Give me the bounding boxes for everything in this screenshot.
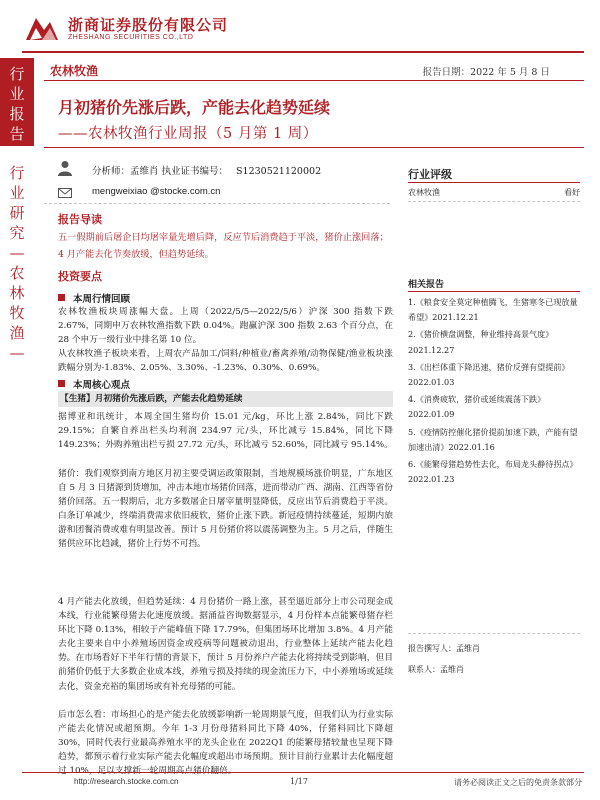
guide-heading: 报告导读: [58, 213, 102, 226]
related-reports-heading: 相关报告: [408, 280, 445, 290]
footer-rule: [22, 772, 584, 773]
core-paragraph-3: 4 月产能去化放缓，但趋势延续：4 月份猪价一路上涨，甚至逼近部分上市公司现金成本线，行业能繁母猪去化速度放缓。据涌益咨询数据显示，4 月份样本点能繁母猪存栏环比下降 0.13%，相较于产能峰值下降 17.79%，但集团场环比增加 3.8%。4 月产能去化主要来自中小养殖场因资金或疫病等问题被动退出，行业整体上延续产能去化趋势。在市场看好下半年行情的背景下，预计 5 月份养户产能去化将持续受到影响，但目前猪价仍低于大多数企业成本线，养殖亏损及持续的现金流压力下，中小养殖场或延续去化，资金充裕的集团场或有补充母猪的可能。: [58, 597, 393, 692]
page-subtitle: ——农林牧渔行业周报（5 月第 1 周）: [58, 126, 318, 142]
weekly-review-paragraph-2: 从农林牧渔子板块来看，上周农产品加工/饲料/种植业/畜禽养殖/动物保健/渔业板块涨跌幅分别为-1.83%、2.05%、3.30%、-1.23%、0.30%、0.69%。: [58, 349, 393, 374]
topic-tag-text: 【生猪】月初猪价先涨后跌，产能去化趋势延续: [60, 394, 243, 404]
sector-rule: [44, 80, 584, 81]
analyst-cert-number: S1230521120002: [236, 166, 322, 177]
title-rule: [44, 147, 584, 148]
weekly-review-heading: 本周行情回顾: [58, 291, 130, 305]
related-report-item[interactable]: 5.《疫情防控催化猪价提前加速下跌，产能有望加速出清》2022.01.16: [408, 426, 578, 452]
analyst-divider: [44, 203, 390, 204]
contact-person: 联系人：孟维肖: [408, 665, 464, 674]
related-rule: [408, 291, 580, 292]
contact-divider: [408, 633, 580, 634]
analyst-label: 分析师：孟维肖 执业证书编号：: [92, 166, 229, 177]
page-title: 月初猪价先涨后跌，产能去化趋势延续: [58, 98, 331, 117]
guide-text: 五一假期前后屠企日均屠宰量先增后降，反应节后消费趋于平淡，猪价止涨回落；4 月产能去化节奏放缓，但趋势延续。: [58, 232, 389, 260]
rating-value: 看好: [564, 188, 580, 197]
side-tab-report-type: 行业报告: [0, 58, 34, 146]
core-view-heading: 本周核心观点: [58, 377, 130, 391]
company-logo-mark-icon: [22, 10, 62, 46]
analyst-email-link[interactable]: mengweixiao @stocke.com.cn: [92, 186, 221, 197]
side-tab-category: 行业研究—农林牧渔—: [0, 156, 34, 306]
related-report-item[interactable]: 4.《消费疲软，猪价或延续震荡下跌》2022.01.09: [408, 394, 546, 420]
key-points-heading: 投资要点: [58, 270, 102, 283]
bullet-square-icon: [58, 380, 65, 387]
analyst-person-icon: [58, 160, 72, 176]
related-report-item[interactable]: 1.《粮食安全莫定种植腾飞，生猪寒冬已现放量希望》2021.12.21: [408, 297, 578, 323]
core-paragraph-1: 据博亚和讯统计，本周全国生猪均价 15.01 元/kg，环比上涨 2.84%，同比下跌 29.15%；自繁自养出栏头均利润 234.97 元/头，环比减亏 15.84%，同比下降 149.23%；外购养殖出栏亏损 27.72 元/头，环比减亏 52.60%，同比减亏 95.14%。: [58, 412, 393, 451]
rating-rule: [408, 182, 580, 183]
rating-heading: 行业评级: [408, 168, 452, 181]
analyst-info: [92, 163, 321, 177]
disclaimer-note: 请务必阅读正文之后的免责条款部分: [454, 778, 582, 787]
related-report-item[interactable]: 3.《出栏体重下降迅速，猪价反弹有望提前》2022.01.03: [408, 361, 570, 388]
related-reports-list: [408, 295, 584, 489]
bullet-square-icon: [58, 294, 65, 301]
company-name-en: ZHESHANG SECURITIES CO.,LTD: [68, 34, 194, 41]
page-number: 1/17: [290, 777, 308, 786]
footer-url-link[interactable]: http://research.stocke.com.cn: [74, 777, 179, 786]
related-report-item[interactable]: 2.《猪价横盘调整，种业维持高景气度》2021.12.27: [408, 329, 554, 355]
sector-title: 农林牧渔: [50, 64, 99, 78]
report-date: 报告日期：2022 年 5 月 8 日: [422, 67, 550, 78]
core-paragraph-2: 猪价：我们观察到南方地区月初主要受调运政策限制，当地规模场涨价明显，广东地区自 5 月 3 日猪源到货增加，冲击本地市场猪价回落，进而带动广西、湖南、江西等省份猪价回落。五一假期后，北方多数屠企日屠宰量明显降低，反应出节后消费趋于平淡。白条订单减少，终端消费需求依旧疲软，猪价止涨下跌。新冠疫情持续蔓延，短期内旅游和团餐消费或难有明显改善。预计 5 月份猪价将以震荡调整为主。5 月之后，伴随生猪供应环比趋减，猪价上行势不可挡。: [58, 469, 393, 550]
company-logo: [22, 8, 252, 48]
company-name-cn: 浙商证券股份有限公司: [68, 16, 229, 34]
rating-divider: [408, 201, 580, 202]
related-report-item[interactable]: 6.《能繁母猪趋势性去化，布局龙头静待拐点》2022.01.23: [408, 459, 578, 485]
mail-icon: [58, 188, 72, 198]
core-paragraph-4: 后市怎么看：市场担心的是产能去化放缓影响新一轮周期景气度，但我们认为行业实际产能去化情况或超预期。今年 1-3 月份母猪料同比下降 40%，仔猪料同比下降超 30%，同时代表行业最高养殖水平的龙头企业在 2022Q1 的能繁母猪较量也呈现下降趋势，都预示着行业实际产能去化幅度或超出市场预期。预计目前行业累计去化幅度超: [58, 710, 393, 763]
weekly-review-paragraph-1: 农林牧渔板块周涨幅大盘。上周（2022/5/5—2022/5/6）沪深 300 指数下跌 2.67%，同期申万农林牧渔指数下跌 0.04%。跑赢沪深 300 指数 2.63 个百分点，在 28 个申万一级行业中排名第 10 位。: [58, 307, 393, 346]
report-author: 报告撰写人：孟维肖: [408, 644, 480, 653]
header-rule: [22, 51, 584, 53]
rating-sector-label: 农林牧渔: [408, 188, 440, 197]
